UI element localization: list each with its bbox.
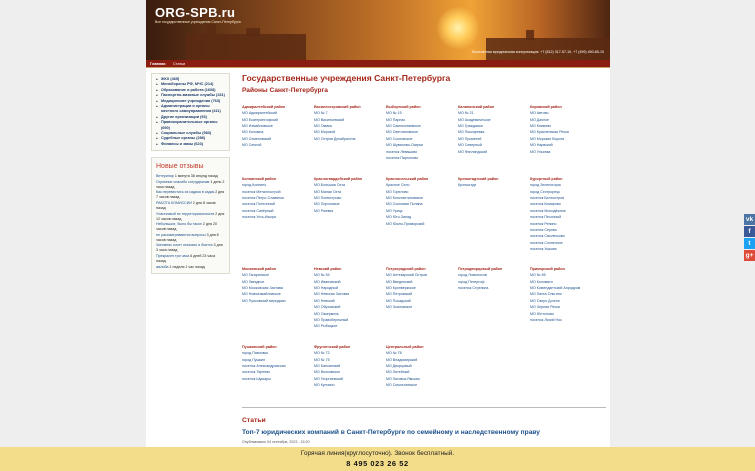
- municipality-link[interactable]: МО Волковское: [314, 370, 341, 375]
- review-item: [156, 265, 225, 270]
- district-name-link[interactable]: Московский район: [242, 267, 277, 271]
- municipality-link[interactable]: МО Коломяги: [530, 279, 553, 284]
- municipality-link[interactable]: поселок Солнечное: [530, 240, 563, 245]
- site-tagline: Все государственные учреждения Санкт-Петербурга: [155, 20, 241, 24]
- district-name-link[interactable]: Красносельский район: [386, 177, 429, 181]
- divider: [242, 407, 606, 408]
- districts-subtitle: Районы Санкт-Петербурга: [242, 87, 328, 94]
- review-item: [156, 201, 225, 211]
- review-item: [156, 254, 225, 264]
- district-block: [242, 177, 312, 221]
- municipality-link[interactable]: поселок Смолячково: [530, 234, 565, 239]
- municipality-link[interactable]: поселок Александровская: [242, 364, 286, 369]
- municipality-link[interactable]: МО Комендантский Аэродром: [530, 286, 581, 291]
- category-link[interactable]: ■ Образование и работа (1608): [156, 88, 225, 93]
- municipality-link[interactable]: МО Южно-Приморский: [386, 221, 425, 226]
- site-header: [146, 0, 610, 60]
- municipality-link[interactable]: МО Малая Охта: [314, 189, 341, 194]
- municipality-link[interactable]: поселок Репино: [530, 221, 557, 226]
- review-item: [156, 180, 225, 190]
- municipality-link[interactable]: МО Автово: [530, 111, 549, 116]
- municipality-link[interactable]: МО Парнас: [386, 117, 406, 122]
- municipality-link[interactable]: МО Аптекарский Остров: [386, 273, 427, 278]
- municipality-link[interactable]: поселок Левашово: [386, 149, 418, 154]
- municipality-link[interactable]: поселок Лисий Нос: [530, 318, 562, 323]
- nav-home-link[interactable]: Главная: [150, 61, 166, 66]
- municipality-link[interactable]: поселок Комарово: [530, 202, 561, 207]
- municipality-link[interactable]: город Зеленогорск: [530, 183, 561, 188]
- municipality-link[interactable]: МО Лахта-Ольгино: [530, 292, 562, 297]
- hotline-bar: [0, 447, 755, 471]
- municipality-link[interactable]: МО Северный: [458, 143, 482, 148]
- district-block: [458, 177, 528, 189]
- district-block: [530, 177, 600, 253]
- municipality-link[interactable]: Красное Село: [386, 183, 410, 188]
- category-link[interactable]: ■ Администрации и органы местного самоуправления (411): [156, 104, 225, 115]
- hotline-text: Горячая линия(круглосуточно). Звонок бесплатный.: [300, 450, 455, 457]
- district-block: [386, 267, 456, 311]
- district-name-link[interactable]: Курортный район: [530, 177, 563, 181]
- municipality-link[interactable]: МО Сосновая Поляна: [386, 202, 423, 207]
- municipality-link[interactable]: МО № 78: [386, 351, 402, 356]
- header-building-decoration: [486, 38, 610, 60]
- municipality-link[interactable]: поселок Песочный: [530, 215, 562, 220]
- district-block: [530, 105, 600, 155]
- municipality-link[interactable]: МО № 7: [314, 111, 328, 116]
- nav-articles-link[interactable]: Статьи: [173, 61, 186, 66]
- review-time: 1 неделя 1 час назад: [169, 264, 205, 269]
- google-plus-share-button[interactable]: g+: [745, 252, 754, 259]
- municipality-link[interactable]: МО Обуховский: [314, 305, 341, 310]
- category-link[interactable]: ■ Паспортно-визовые службы (231): [156, 93, 225, 98]
- district-name-link[interactable]: Центральный район: [386, 345, 424, 349]
- page-title: Государственные учреждения Санкт-Петербурга: [242, 73, 451, 83]
- review-link[interactable]: Ветеринар: [156, 174, 174, 179]
- page-container: [146, 0, 610, 471]
- municipality-link[interactable]: МО Народный: [314, 286, 338, 291]
- district-block: [458, 267, 528, 291]
- municipality-link[interactable]: МО Красненькая Речка: [530, 130, 569, 135]
- review-item: [156, 190, 225, 200]
- municipality-link[interactable]: МО № 72: [314, 351, 330, 356]
- municipality-link[interactable]: поселок Понтонный: [242, 202, 276, 207]
- header-sun-decoration: [436, 6, 480, 50]
- review-link[interactable]: Огромное спасибо сотрудникам: [156, 179, 210, 184]
- municipality-link[interactable]: поселок Белоостров: [530, 196, 565, 201]
- review-time: 3 дня 3 часа назад: [156, 243, 223, 253]
- municipality-link[interactable]: МО Посадский: [386, 298, 411, 303]
- district-block: [314, 177, 384, 214]
- district-block: [242, 105, 312, 149]
- municipality-link[interactable]: город Ломоносов: [458, 273, 487, 278]
- municipality-link[interactable]: МО Балканский: [314, 364, 341, 369]
- municipality-link[interactable]: МО Московская Застава: [242, 286, 283, 291]
- category-link[interactable]: ■ Социальные службы (983): [156, 131, 225, 136]
- municipality-link[interactable]: МО Шувалово-Озерки: [386, 143, 423, 148]
- municipality-link[interactable]: МО Звездное: [242, 279, 265, 284]
- municipality-link[interactable]: поселок Сапёрный: [242, 208, 274, 213]
- review-link[interactable]: Как перевестись из садика в садик: [156, 190, 215, 195]
- municipality-link[interactable]: МО Ржевка: [314, 208, 334, 213]
- review-link[interactable]: Чиновник хочет отказать и боится: [156, 243, 213, 248]
- municipality-link[interactable]: МО Светлановское: [386, 130, 419, 135]
- municipality-link[interactable]: МО Измайловское: [242, 124, 273, 129]
- municipality-link[interactable]: поселок Шушары: [242, 376, 271, 381]
- review-item: [156, 174, 225, 179]
- municipality-link[interactable]: МО Константиновское: [386, 196, 424, 201]
- municipality-link[interactable]: МО Чкаловское: [386, 305, 413, 310]
- municipality-link[interactable]: МО Морской: [314, 130, 336, 135]
- category-link[interactable]: ■ ЖКХ (465): [156, 77, 225, 82]
- municipality-link[interactable]: МО Ивановский: [314, 279, 341, 284]
- review-time: 1 день 2 часа назад: [156, 179, 225, 189]
- category-list: [151, 73, 230, 151]
- municipality-link[interactable]: поселок Молодёжное: [530, 208, 566, 213]
- review-link[interactable]: не рассматриваются вопросы: [156, 232, 206, 237]
- main-navbar: [146, 60, 610, 68]
- municipality-link[interactable]: МО № 65: [530, 273, 546, 278]
- municipality-link[interactable]: МО Остров Декабристов: [314, 136, 356, 141]
- municipality-link[interactable]: город Колпино: [242, 183, 267, 188]
- municipality-link[interactable]: МО Невский: [314, 298, 335, 303]
- review-time: 2 дня 12 часов назад: [156, 211, 225, 221]
- category-link[interactable]: ■ Медицинские учреждения (763): [156, 99, 225, 104]
- municipality-link[interactable]: МО Гражданка: [458, 124, 483, 129]
- municipality-link[interactable]: МО Пулковский меридиан: [242, 298, 286, 303]
- reviews-box: [151, 157, 230, 274]
- district-block: [242, 345, 312, 382]
- municipality-link[interactable]: МО Владимирский: [386, 357, 418, 362]
- municipality-link[interactable]: МО № 15: [386, 111, 402, 116]
- municipality-link[interactable]: МО Кронверкское: [386, 286, 416, 291]
- municipality-link[interactable]: МО Лиговка-Ямская: [386, 376, 420, 381]
- municipality-link[interactable]: МО Сенной: [242, 143, 262, 148]
- district-name-link[interactable]: Пушкинский район: [242, 345, 277, 349]
- site-logo[interactable]: ORG-SPB.ru: [155, 5, 236, 20]
- district-name-link[interactable]: Красногвардейский район: [314, 177, 363, 181]
- municipality-link[interactable]: МО Большая Охта: [314, 183, 345, 188]
- district-block: [386, 105, 456, 161]
- municipality-link[interactable]: МО Пороховые: [314, 202, 340, 207]
- municipality-link[interactable]: МО Сампсониевское: [386, 124, 421, 129]
- municipality-link[interactable]: МО № 54: [314, 273, 330, 278]
- category-link[interactable]: ■ Финансы и замы (623): [156, 142, 225, 147]
- municipality-link[interactable]: МО Адмиралтейский: [242, 111, 277, 116]
- municipality-link[interactable]: МО Юнтолово: [530, 311, 554, 316]
- municipality-link[interactable]: МО Смольнинское: [386, 383, 418, 388]
- review-link[interactable]: РАБОТА КОМИССИИ: [156, 201, 192, 206]
- district-name-link[interactable]: Калининский район: [458, 105, 495, 109]
- district-name-link[interactable]: Фрунзенский район: [314, 345, 351, 349]
- main-content: [242, 73, 606, 388]
- municipality-link[interactable]: поселок Петро-Славянка: [242, 196, 284, 201]
- municipality-link[interactable]: МО Гагаринское: [242, 273, 270, 278]
- municipality-link[interactable]: МО Урицк: [386, 208, 403, 213]
- review-item: [156, 243, 225, 253]
- municipality-link[interactable]: МО Финляндский: [458, 149, 488, 154]
- municipality-link[interactable]: МО № 21: [458, 111, 474, 116]
- municipality-link[interactable]: поселок Тярлево: [242, 370, 271, 375]
- reviews-title: Новые отзывы: [156, 163, 204, 171]
- municipality-link[interactable]: МО Дворцовый: [386, 364, 412, 369]
- review-time: 2 дня 7 часов назад: [156, 190, 225, 200]
- review-item: [156, 222, 225, 232]
- district-name-link[interactable]: Невский район: [314, 267, 342, 271]
- district-name-link[interactable]: Адмиралтейский район: [242, 105, 286, 109]
- header-building-decoration: [526, 30, 534, 40]
- review-time: 2 дня 20 часов назад: [156, 222, 218, 232]
- review-time: 2 дня 8 часов назад: [156, 201, 216, 211]
- facebook-share-button[interactable]: f: [744, 226, 755, 237]
- municipality-link[interactable]: Кронштадт: [458, 183, 477, 188]
- municipality-link[interactable]: МО Новоизмайловское: [242, 292, 281, 297]
- category-link[interactable]: ■ Другие организации (93): [156, 115, 225, 120]
- municipality-link[interactable]: МО Литейный: [386, 370, 410, 375]
- municipality-link[interactable]: МО Озеро Долгое: [530, 298, 560, 303]
- municipality-link[interactable]: МО Невская Застава: [314, 292, 350, 297]
- districts-grid: [242, 105, 606, 405]
- district-block: [530, 267, 600, 323]
- reviews-list: [156, 174, 225, 269]
- municipality-link[interactable]: поселок Серово: [530, 228, 557, 233]
- municipality-link[interactable]: МО № 75: [314, 357, 330, 362]
- municipality-link[interactable]: МО Введенский: [386, 279, 413, 284]
- district-block: [458, 105, 528, 155]
- municipality-link[interactable]: МО Екатерингофский: [242, 117, 278, 122]
- municipality-link[interactable]: МО Рыбацкое: [314, 324, 338, 329]
- municipality-link[interactable]: МО Прометей: [458, 136, 482, 141]
- twitter-share-button[interactable]: t: [744, 238, 755, 249]
- municipality-link[interactable]: МО Оккервиль: [314, 311, 339, 316]
- municipality-link[interactable]: МО Черная Речка: [530, 305, 560, 310]
- article-date: Опубликовано 04 сентября, 2023 - 15:20: [242, 440, 310, 444]
- category-link[interactable]: ■ Правоохранительные органы (690): [156, 120, 225, 131]
- district-block: [386, 177, 456, 227]
- review-item: [156, 233, 225, 243]
- social-share-bar: [744, 214, 755, 262]
- vk-share-button[interactable]: vk: [745, 216, 754, 223]
- municipality-link[interactable]: МО Полюстрово: [314, 196, 342, 201]
- district-name-link[interactable]: Петроградский район: [386, 267, 426, 271]
- review-link[interactable]: Небольшое, было бы такое: [156, 222, 203, 227]
- review-link[interactable]: жалоба: [156, 264, 169, 269]
- municipality-link[interactable]: город Петергоф: [458, 279, 485, 284]
- review-time: 6 дней 23 часа назад: [156, 254, 215, 264]
- municipality-link[interactable]: МО Правобережный: [314, 318, 349, 323]
- district-block: [386, 345, 456, 389]
- review-time: 3 дня 8 часов назад: [156, 232, 219, 242]
- municipality-link[interactable]: город Павловск: [242, 351, 269, 356]
- review-time: 1 минута 38 секунд назад: [174, 174, 218, 179]
- municipality-link[interactable]: город Пушкин: [242, 357, 266, 362]
- municipality-link[interactable]: МО Дачное: [530, 117, 549, 122]
- municipality-link[interactable]: МО Гавань: [314, 124, 333, 129]
- header-building-decoration: [206, 24, 216, 36]
- municipality-link[interactable]: МО Семеновский: [242, 136, 272, 141]
- municipality-link[interactable]: МО Сосновское: [386, 136, 413, 141]
- municipality-link[interactable]: поселок Ушково: [530, 247, 557, 252]
- district-name-link[interactable]: Приморский район: [530, 267, 565, 271]
- municipality-link[interactable]: МО Юго-Запад: [386, 215, 412, 220]
- review-link[interactable]: Участковый по территориальности: [156, 211, 215, 216]
- municipality-link[interactable]: МО Ульянка: [530, 149, 551, 154]
- review-item: [156, 212, 225, 222]
- municipality-link[interactable]: МО Васильевский: [314, 117, 345, 122]
- consultation-phones[interactable]: Бесплатная юридическая консультация: +7 (812) 317-57-10, +7 (499) 450-85-10: [472, 50, 604, 54]
- municipality-link[interactable]: поселок Усть-Ижора: [242, 215, 276, 220]
- municipality-link[interactable]: поселок Парголово: [386, 156, 419, 161]
- district-name-link[interactable]: Выборгский район: [386, 105, 421, 109]
- category-link[interactable]: ■ Судебные органы (286): [156, 136, 225, 141]
- municipality-link[interactable]: МО Петровский: [386, 292, 413, 297]
- municipality-link[interactable]: МО Георгиевский: [314, 376, 344, 381]
- header-building-decoration: [186, 34, 306, 60]
- district-block: [314, 267, 384, 330]
- municipality-link[interactable]: город Сестрорецк: [530, 189, 560, 194]
- review-link[interactable]: Прекрасен три часа: [156, 254, 190, 259]
- municipality-link[interactable]: МО Купчино: [314, 383, 335, 388]
- district-name-link[interactable]: Василеостровский район: [314, 105, 361, 109]
- municipality-link[interactable]: поселок Металлострой: [242, 189, 281, 194]
- district-name-link[interactable]: Колпинский район: [242, 177, 276, 181]
- district-block: [314, 345, 384, 389]
- municipality-link[interactable]: МО Академическое: [458, 117, 491, 122]
- municipality-link[interactable]: МО Нарвский: [530, 143, 553, 148]
- municipality-link[interactable]: МО Морские Ворота: [530, 136, 565, 141]
- articles-heading: Статьи: [242, 417, 266, 424]
- district-name-link[interactable]: Кронштадтский район: [458, 177, 499, 181]
- category-link[interactable]: ■ Минобороны РФ, МЧС (214): [156, 82, 225, 87]
- municipality-link[interactable]: поселок Стрельна: [458, 286, 489, 291]
- header-building-decoration: [246, 28, 260, 36]
- hotline-phone[interactable]: 8 495 023 26 52: [346, 459, 409, 468]
- district-block: [314, 105, 384, 142]
- municipality-link[interactable]: МО Горелово: [386, 189, 409, 194]
- municipality-link[interactable]: МО Княжево: [530, 124, 552, 129]
- municipality-link[interactable]: МО Пискаревка: [458, 130, 485, 135]
- article-title-link[interactable]: Топ-7 юридических компаний в Санкт-Петербурге по семейному и наследственному праву: [242, 429, 540, 436]
- sidebar: [151, 73, 230, 280]
- district-block: [242, 267, 312, 304]
- municipality-link[interactable]: МО Коломна: [242, 130, 264, 135]
- district-name-link[interactable]: Петродворцовый район: [458, 267, 503, 271]
- district-name-link[interactable]: Кировский район: [530, 105, 562, 109]
